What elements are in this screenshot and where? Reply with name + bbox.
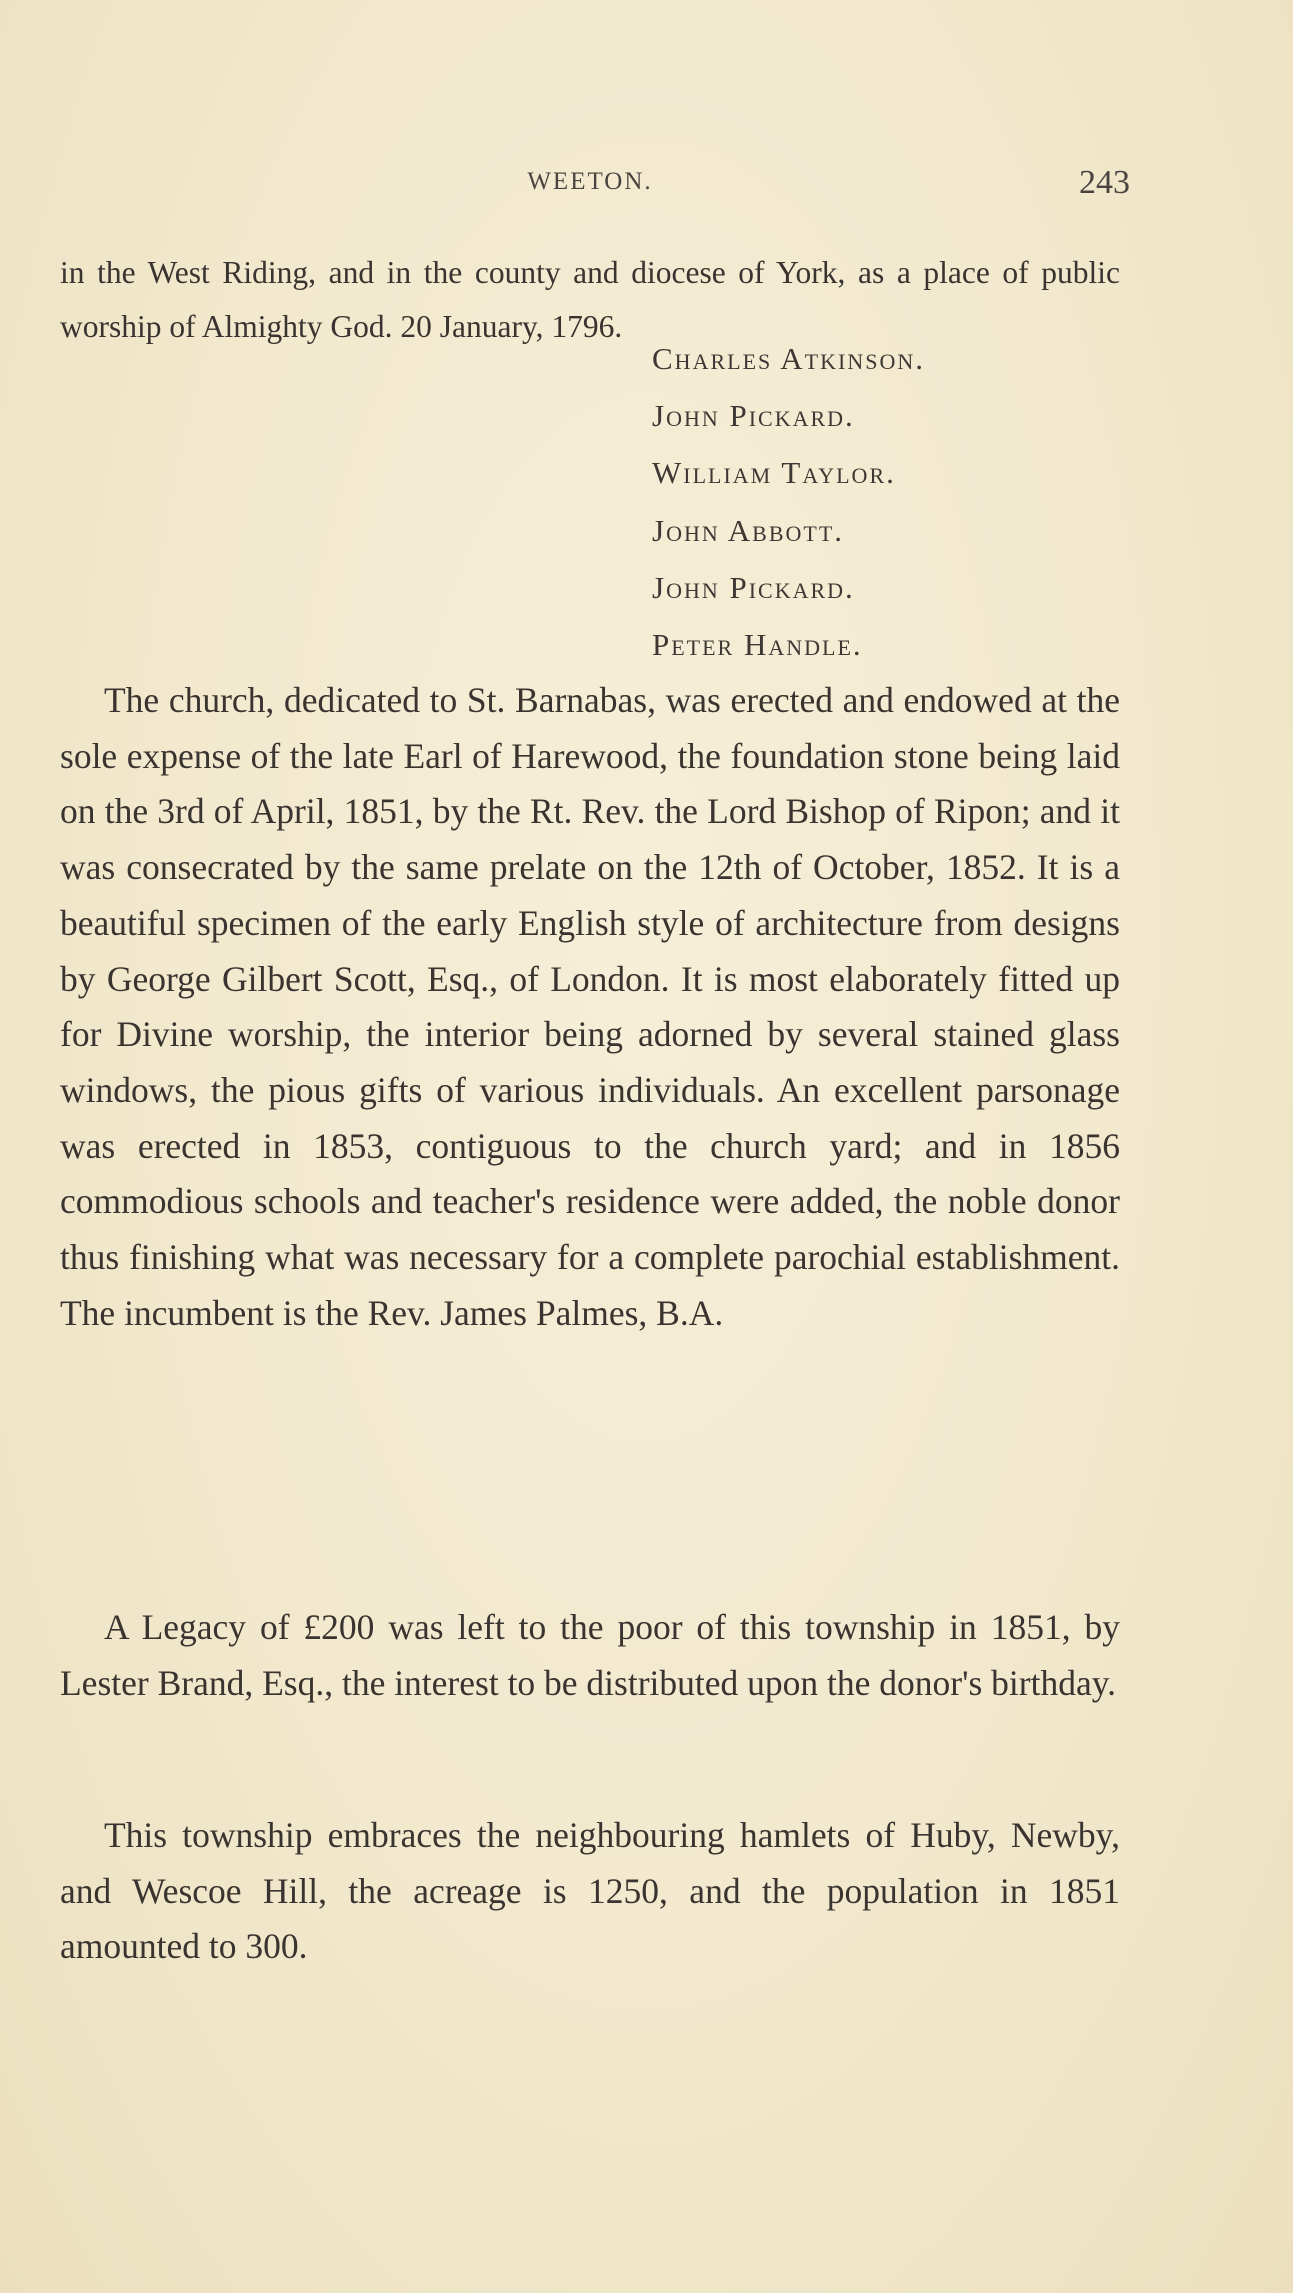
- signatory-name: William Taylor.: [652, 455, 896, 491]
- paragraph-township: This township embraces the neighbouring hamlets of Huby, Newby, and Wescoe Hill, the acreage is 1250, and the population in 1851 amounted to 300.: [60, 1815, 1120, 1967]
- intro-text: in the West Riding, and in the county and diocese of York, as a place of public worship of Almighty God. 20 January, 1796.: [60, 255, 1120, 344]
- paragraph-legacy: A Legacy of £200 was left to the poor of this township in 1851, by Lester Brand, Esq., the interest to be distributed upon the donor's birthday.: [60, 1607, 1120, 1703]
- paragraph-church: The church, dedicated to St. Barnabas, was erected and endowed at the sole expense of the late Earl of Harewood, the foundation stone being laid on the 3rd of April, 1851, by the Rt. Rev. the Lord Bishop of Ripon; and it was consecrated by the same prelate on the 12th of October, 1852. It is a beautiful specimen of the early English style of architecture from designs by George Gilbert Scott, Esq., of London. It is most elaborately fitted up for Divine worship, the interior being adorned by several stained glass windows, the pious gifts of various individuals. An excellent parsonage was erected in 1853, contiguous to the church yard; and in 1856 commodious schools and teacher's residence were added, the noble donor thus finishing what was necessary for a complete parochial establishment. The incumbent is the Rev. James Palmes, B.A.: [60, 680, 1120, 1333]
- signatory-name: John Abbott.: [652, 512, 845, 548]
- signatory-name: Peter Handle.: [652, 627, 863, 663]
- signatory-name: John Pickard.: [652, 398, 855, 434]
- signatory-list: [652, 330, 925, 673]
- running-head: [60, 164, 1130, 208]
- signatory-name: Charles Atkinson.: [652, 341, 925, 376]
- page-number: 243: [1079, 164, 1130, 201]
- running-title: WEETON.: [527, 168, 653, 195]
- signatory-name: John Pickard.: [652, 569, 855, 605]
